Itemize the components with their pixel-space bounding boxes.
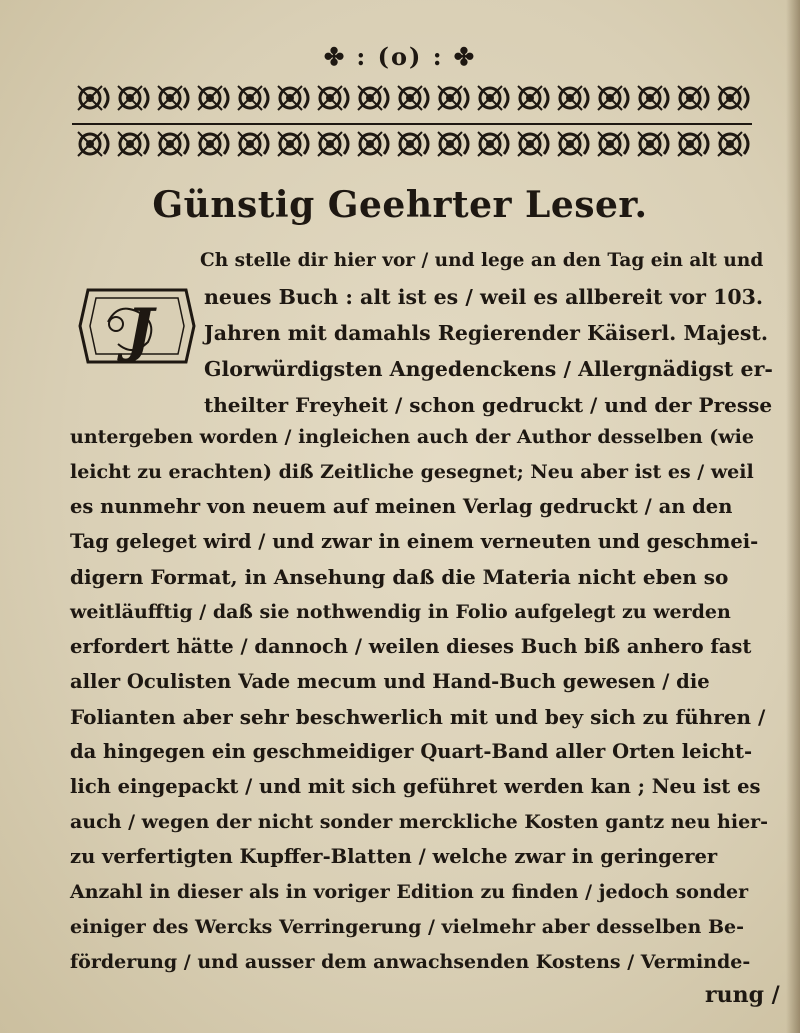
text-line: erfordert hätte / dannoch / weilen dieses Buch biß anhero fast: [70, 635, 752, 658]
text-line: Jahren mit damahls Regierender Käiserl. Majest.: [204, 321, 769, 345]
text-line: Glorwürdigsten Angedenckens / Allergnädigst er-: [204, 357, 773, 381]
text-line: zu verfertigten Kupffer-Blatten / welche zwar in geringerer: [70, 845, 718, 868]
text-line: Anzahl in dieser als in voriger Edition zu finden / jedoch sonder: [70, 881, 749, 903]
catchword: rung /: [705, 982, 780, 1008]
initial-letter: J: [126, 296, 154, 364]
text-line: förderung / und ausser dem anwachsenden Kostens / Verminde-: [70, 951, 751, 973]
text-line: einiger des Wercks Verringerung / vielmehr aber desselben Be-: [70, 916, 744, 938]
page-number: ✤ : (o) : ✤: [323, 42, 477, 71]
text-line: leicht zu erachten) diß Zeitliche gesegnet; Neu aber ist es / weil: [70, 461, 754, 483]
text-line: aller Oculisten Vade mecum und Hand-Buch gewesen / die: [70, 670, 710, 693]
text-line: digern Format, in Ansehung daß die Materia nicht eben so: [70, 565, 729, 589]
text-line: untergeben worden / ingleichen auch der Author desselben (wie: [70, 426, 754, 448]
text-line: da hingegen ein geschmeidiger Quart-Band aller Orten leicht-: [70, 740, 753, 763]
text-line: es nunmehr von neuem auf meinen Verlag gedruckt / an den: [70, 495, 733, 518]
text-line: neues Buch : alt ist es / weil es allbereit vor 103.: [204, 285, 764, 309]
text-line: lich eingepackt / und mit sich geführet werden kan ; Neu ist es: [70, 775, 761, 798]
text-line: auch / wegen der nicht sonder merckliche Kosten gantz neu hier-: [70, 811, 769, 833]
text-line: Ch stelle dir hier vor / und lege an den Tag ein alt und: [200, 250, 764, 271]
text-line: Tag geleget wird / und zwar in einem verneuten und geschmei-: [70, 530, 759, 553]
text-line: theilter Freyheit / schon gedruckt / und der Presse: [204, 393, 773, 417]
text-line: weitläufftig / daß sie nothwendig in Folio aufgelegt zu werden: [70, 601, 731, 623]
text-line: Folianten aber sehr beschwerlich mit und bey sich zu führen /: [70, 705, 766, 729]
page-heading: Günstig Geehrter Leser.: [152, 184, 648, 226]
